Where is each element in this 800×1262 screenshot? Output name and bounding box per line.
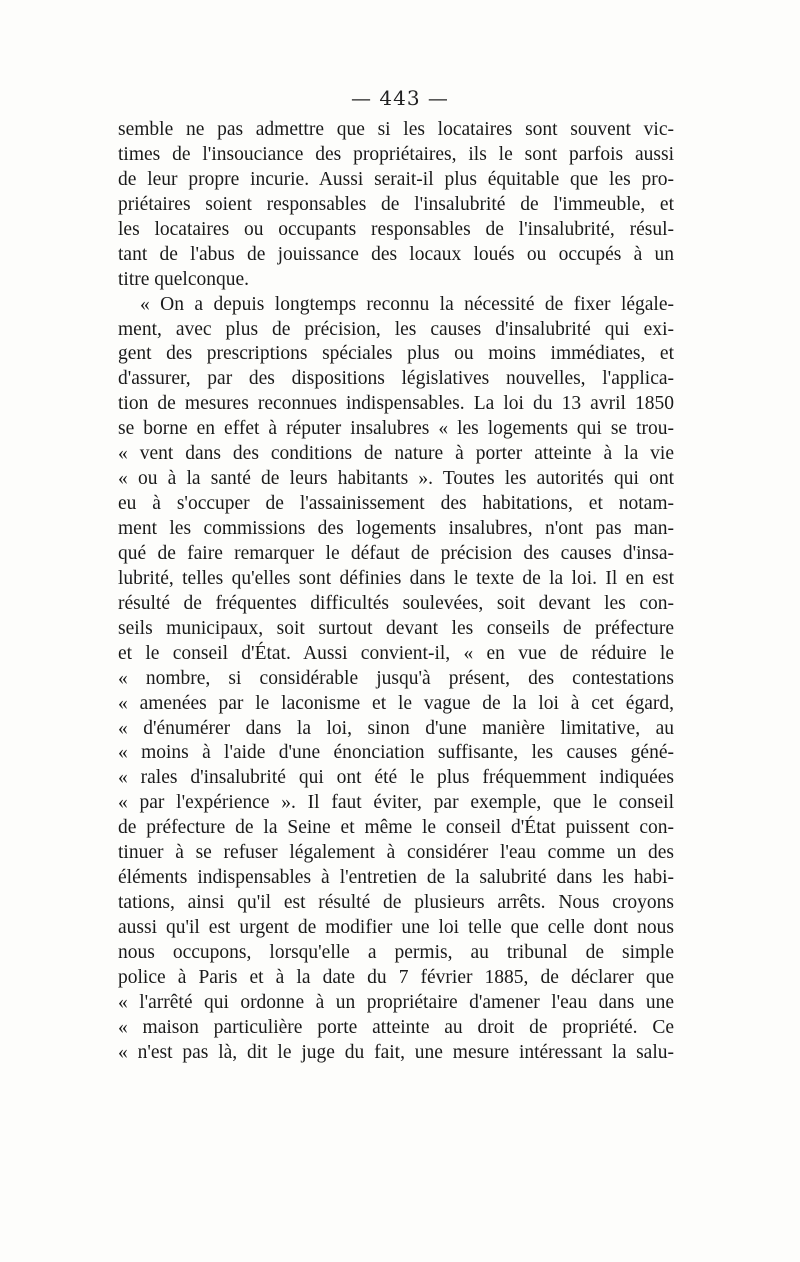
text-line: « moins à l'aide d'une énonciation suffisante, les causes géné- <box>118 742 674 764</box>
text-line: titre quelconque. <box>118 268 250 290</box>
text-line: résulté de fréquentes difficultés soulevées, soit devant les con- <box>118 592 674 614</box>
text-line: « rales d'insalubrité qui ont été le plus fréquemment indiquées <box>118 767 674 789</box>
text-line: qué de faire remarquer le défaut de précision des causes d'insa- <box>118 542 674 564</box>
text-line: « n'est pas là, dit le juge du fait, une mesure intéressant la salu- <box>118 1041 674 1063</box>
text-line: « ou à la santé de leurs habitants ». Toutes les autorités qui ont <box>118 468 674 490</box>
text-line: « maison particulière porte atteinte au droit de propriété. Ce <box>118 1016 674 1038</box>
text-line: les locataires ou occupants responsables de l'insalubrité, résul- <box>118 218 674 240</box>
text-line: nous occupons, lorsqu'elle a permis, au tribunal de simple <box>118 941 674 963</box>
text-line: tion de mesures reconnues indispensables. La loi du 13 avril 1850 <box>118 393 674 415</box>
text-line: de leur propre incurie. Aussi serait-il plus équitable que les pro- <box>118 168 674 190</box>
text-line: « nombre, si considérable jusqu'à présent, des contestations <box>118 667 674 689</box>
text-line: eu à s'occuper de l'assainissement des habitations, et notam- <box>118 493 674 515</box>
text-line: tant de l'abus de jouissance des locaux loués ou occupés à un <box>118 243 674 265</box>
text-line: police à Paris et à la date du 7 février 1885, de déclarer que <box>118 966 674 988</box>
page-number: — 443 — <box>351 86 449 110</box>
text-line: éléments indispensables à l'entretien de la salubrité dans les habi- <box>118 867 674 889</box>
text-line: gent des prescriptions spéciales plus ou moins immédiates, et <box>118 343 674 365</box>
text-line: de préfecture de la Seine et même le conseil d'État puissent con- <box>118 817 674 839</box>
text-line: lubrité, telles qu'elles sont définies dans le texte de la loi. Il en est <box>118 567 674 589</box>
text-line: « On a depuis longtemps reconnu la nécessité de fixer légale- <box>140 293 674 315</box>
text-line: semble ne pas admettre que si les locataires sont souvent vic- <box>118 119 674 140</box>
text-line: ment les commissions des logements insalubres, n'ont pas man- <box>118 518 674 539</box>
text-line: « amenées par le laconisme et le vague de la loi à cet égard, <box>118 692 674 714</box>
text-line: « par l'expérience ». Il faut éviter, par exemple, que le conseil <box>118 792 674 814</box>
text-line: aussi qu'il est urgent de modifier une loi telle que celle dont nous <box>118 917 674 938</box>
text-line: et le conseil d'État. Aussi convient-il, « en vue de réduire le <box>118 642 674 664</box>
text-line: « vent dans des conditions de nature à porter atteinte à la vie <box>118 443 674 465</box>
text-line: tations, ainsi qu'il est résulté de plusieurs arrêts. Nous croyons <box>118 892 674 914</box>
text-line: « l'arrêté qui ordonne à un propriétaire d'amener l'eau dans une <box>118 991 674 1013</box>
text-line: d'assurer, par des dispositions législatives nouvelles, l'applica- <box>118 368 674 390</box>
text-line: tinuer à se refuser légalement à considérer l'eau comme un des <box>118 842 674 864</box>
text-line: ment, avec plus de précision, les causes d'insalubrité qui exi- <box>118 318 674 340</box>
text-line: « d'énumérer dans la loi, sinon d'une manière limitative, au <box>118 717 674 739</box>
text-line: priétaires soient responsables de l'insalubrité de l'immeuble, et <box>118 193 674 215</box>
text-line: times de l'insouciance des propriétaires, ils le sont parfois aussi <box>118 143 674 165</box>
body-text <box>118 118 674 1066</box>
text-line: seils municipaux, soit surtout devant les conseils de préfecture <box>118 617 674 639</box>
text-line: se borne en effet à réputer insalubres « les logements qui se trou- <box>118 418 674 440</box>
